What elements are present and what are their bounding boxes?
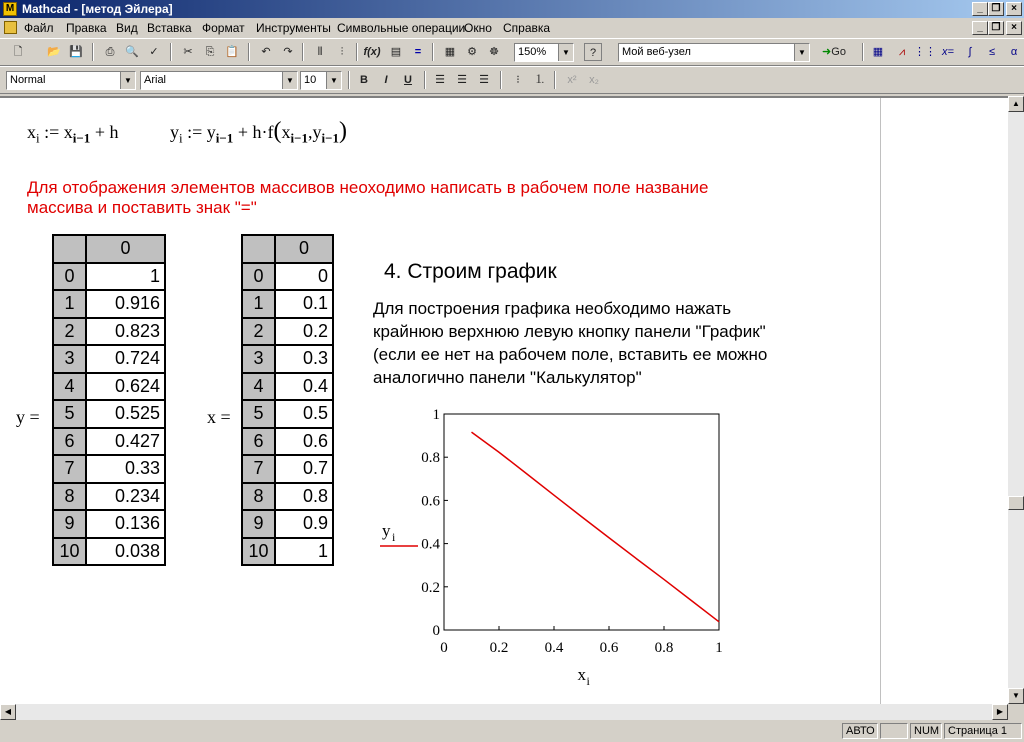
- italic-button[interactable]: I: [384, 74, 388, 86]
- table-row: [53, 373, 165, 401]
- menu-insert[interactable]: Вставка: [147, 21, 192, 35]
- series-line: [472, 432, 720, 622]
- row-index: 7: [53, 455, 86, 483]
- insert-function-icon[interactable]: f(x): [363, 46, 381, 58]
- row-index: 4: [53, 373, 86, 401]
- array-value[interactable]: 0.427: [86, 428, 165, 456]
- zoom-value: 150%: [518, 46, 547, 58]
- table-corner: [242, 235, 275, 263]
- menu-format[interactable]: Формат: [202, 21, 245, 35]
- menu-window[interactable]: Окно: [464, 21, 492, 35]
- array-value[interactable]: 0.4: [275, 373, 333, 401]
- scroll-left-icon[interactable]: ◀: [0, 704, 16, 720]
- table-row: [242, 455, 333, 483]
- restore-button[interactable]: ❐: [988, 2, 1004, 16]
- spell-check-icon[interactable]: ✓: [149, 46, 159, 58]
- y-tick-label: 0.6: [421, 493, 440, 510]
- row-index: 1: [242, 290, 275, 318]
- chevron-down-icon[interactable]: ▼: [558, 44, 573, 61]
- plot-frame: [444, 414, 719, 630]
- scroll-down-icon[interactable]: ▼: [1008, 688, 1024, 704]
- section-text[interactable]: [373, 297, 767, 389]
- row-index: 10: [53, 538, 86, 566]
- row-index: 1: [53, 290, 86, 318]
- table-row: [242, 400, 333, 428]
- close-button[interactable]: ×: [1006, 2, 1022, 16]
- print-icon[interactable]: ⎙: [105, 46, 115, 58]
- table-row: [53, 538, 165, 566]
- menu-help[interactable]: Справка: [503, 21, 551, 35]
- web-location-select[interactable]: [618, 43, 810, 62]
- x-tick-label: 0.8: [654, 640, 674, 656]
- doc-minimize-button[interactable]: _: [972, 21, 988, 35]
- table-row: [242, 373, 333, 401]
- open-icon[interactable]: 📂: [47, 46, 61, 58]
- column-header: 0: [86, 235, 165, 263]
- style-select[interactable]: [6, 71, 136, 90]
- font-size-value: 10: [304, 74, 317, 86]
- subscript-icon[interactable]: x₂: [589, 74, 599, 86]
- column-header: 0: [275, 235, 333, 263]
- row-index: 9: [242, 510, 275, 538]
- chevron-down-icon[interactable]: ▼: [282, 72, 297, 89]
- help-icon[interactable]: ?: [584, 43, 602, 61]
- status-bar: [0, 720, 1024, 742]
- table-row: [242, 428, 333, 456]
- chevron-down-icon[interactable]: ▼: [120, 72, 135, 89]
- zoom-select[interactable]: [514, 43, 574, 62]
- row-index: 9: [53, 510, 86, 538]
- table-row: [242, 510, 333, 538]
- table-row: [242, 290, 333, 318]
- go-button[interactable]: ➜Go: [822, 46, 846, 58]
- table-row: [53, 345, 165, 373]
- y-tick-label: 0: [432, 623, 440, 639]
- style-value: Normal: [10, 74, 46, 86]
- array-value[interactable]: 0.3: [275, 345, 333, 373]
- print-preview-icon[interactable]: 🔍: [125, 46, 139, 58]
- font-size-select[interactable]: [300, 71, 342, 90]
- align-down-icon[interactable]: ⫶: [340, 46, 344, 58]
- array-value[interactable]: 0.8: [275, 483, 333, 511]
- array-value[interactable]: 0.1: [275, 290, 333, 318]
- align-icon[interactable]: ⫴: [317, 46, 323, 58]
- section-text-line: Для построения графика необходимо нажать: [373, 299, 732, 318]
- scroll-right-icon[interactable]: ▶: [992, 704, 1008, 720]
- x-tick-label: 0.2: [489, 640, 509, 656]
- vertical-scrollbar[interactable]: [1008, 96, 1024, 704]
- table-corner: [53, 235, 86, 263]
- numbering-icon[interactable]: ⒈: [534, 74, 546, 86]
- row-index: 5: [242, 400, 275, 428]
- row-index: 0: [53, 263, 86, 291]
- row-index: 2: [242, 318, 275, 346]
- cut-icon[interactable]: ✂: [183, 46, 193, 58]
- table-row: [242, 538, 333, 566]
- row-index: 10: [242, 538, 275, 566]
- web-location-value: Мой веб-узел: [622, 46, 691, 58]
- array-value[interactable]: 0.624: [86, 373, 165, 401]
- instruction-note[interactable]: [27, 178, 708, 218]
- row-index: 0: [242, 263, 275, 291]
- y-axis-label: y: [382, 521, 391, 540]
- minimize-button[interactable]: _: [972, 2, 988, 16]
- menu-edit[interactable]: Правка: [66, 21, 107, 35]
- table-row: [53, 263, 165, 291]
- align-left-icon[interactable]: ☰: [435, 74, 445, 86]
- chevron-down-icon[interactable]: ▼: [326, 72, 341, 89]
- row-index: 6: [242, 428, 275, 456]
- superscript-icon[interactable]: x²: [567, 74, 577, 86]
- row-index: 3: [53, 345, 86, 373]
- horizontal-scrollbar[interactable]: [0, 704, 1008, 720]
- array-value[interactable]: 0.7: [275, 455, 333, 483]
- undo-icon[interactable]: ↶: [261, 46, 271, 58]
- row-index: 6: [53, 428, 86, 456]
- menu-view[interactable]: Вид: [116, 21, 138, 35]
- x-array-label: x =: [207, 407, 231, 427]
- calculate-icon[interactable]: =: [414, 46, 422, 58]
- underline-button[interactable]: U: [404, 74, 412, 86]
- table-row: [242, 318, 333, 346]
- mathcad-app-icon[interactable]: M: [3, 2, 17, 16]
- save-icon[interactable]: 💾: [69, 46, 83, 58]
- table-row: [53, 510, 165, 538]
- paste-icon[interactable]: 📋: [225, 46, 239, 58]
- x-tick-label: 0.6: [599, 640, 619, 656]
- table-row: [53, 290, 165, 318]
- table-row: [53, 318, 165, 346]
- section-text-line: аналогично панели "Калькулятор": [373, 368, 642, 387]
- array-value[interactable]: 0.916: [86, 290, 165, 318]
- row-index: 2: [53, 318, 86, 346]
- scroll-up-icon[interactable]: ▲: [1008, 96, 1024, 112]
- table-row: [53, 483, 165, 511]
- menu-file[interactable]: Файл: [24, 21, 54, 35]
- note-line-1: Для отображения элементов массивов неоходимо написать в рабочем поле название: [27, 178, 709, 197]
- array-value[interactable]: 0: [275, 263, 333, 291]
- array-value[interactable]: 0.823: [86, 318, 165, 346]
- array-value[interactable]: 0.9: [275, 510, 333, 538]
- euler-plot[interactable]: [370, 408, 760, 698]
- section-heading[interactable]: 4. Строим график: [384, 260, 557, 283]
- right-margin-line: [880, 98, 881, 704]
- worksheet[interactable]: [0, 96, 1008, 704]
- y-tick-label: 1: [432, 408, 440, 423]
- status-page: Страница 1: [944, 723, 1022, 739]
- table-row: [53, 428, 165, 456]
- array-value[interactable]: 0.2: [275, 318, 333, 346]
- copy-icon[interactable]: ⎘: [205, 46, 215, 58]
- status-mode: АВТО: [842, 723, 878, 739]
- row-index: 8: [242, 483, 275, 511]
- y-tick-label: 0.4: [421, 536, 440, 553]
- x-tick-label: 0: [440, 640, 448, 656]
- array-value[interactable]: 0.136: [86, 510, 165, 538]
- array-value[interactable]: 0.5: [275, 400, 333, 428]
- array-value[interactable]: 0.038: [86, 538, 165, 566]
- array-value[interactable]: 0.33: [86, 455, 165, 483]
- array-value[interactable]: 0.6: [275, 428, 333, 456]
- scroll-thumb[interactable]: [1008, 496, 1024, 510]
- y-array-label: y =: [16, 407, 40, 427]
- row-index: 5: [53, 400, 86, 428]
- row-index: 7: [242, 455, 275, 483]
- table-row: [242, 263, 333, 291]
- component-icon[interactable]: ▦: [444, 46, 456, 58]
- bullets-icon[interactable]: ⁝: [516, 74, 520, 86]
- formula-y-update[interactable]: $y_i$ := $y_{i-1} + h\cdot f(x_{i-1},y_{i-1})$: [170, 118, 348, 146]
- chevron-down-icon[interactable]: ▼: [794, 44, 809, 61]
- note-line-2: массива и поставить знак "=": [27, 198, 257, 217]
- graph-palette-icon[interactable]: ⩘: [898, 46, 906, 58]
- calculus-palette-icon[interactable]: ∫: [968, 46, 972, 58]
- title-bar: [0, 0, 1024, 18]
- section-text-line: (если ее нет на рабочем поле, вставить ее можно: [373, 345, 768, 364]
- row-index: 3: [242, 345, 275, 373]
- table-row: [53, 455, 165, 483]
- array-value[interactable]: 1: [275, 538, 333, 566]
- status-num: NUM: [910, 723, 942, 739]
- matrix-palette-icon[interactable]: ⋮⋮: [914, 46, 936, 58]
- font-value: Arial: [144, 74, 167, 86]
- align-right-icon[interactable]: ☰: [479, 74, 489, 86]
- window-title: Mathcad - [метод Эйлера]: [22, 2, 173, 16]
- row-index: 4: [242, 373, 275, 401]
- resources-icon[interactable]: ⚙: [467, 46, 477, 58]
- array-value[interactable]: 0.724: [86, 345, 165, 373]
- insert-unit-icon[interactable]: ▤: [390, 46, 402, 58]
- x-axis-label: x: [577, 665, 586, 684]
- bold-button[interactable]: B: [360, 74, 368, 86]
- y-axis-label-subscript: i: [392, 530, 396, 544]
- doc-restore-button[interactable]: ❐: [988, 21, 1004, 35]
- standard-toolbar: [0, 38, 1024, 66]
- table-row: [242, 483, 333, 511]
- menu-tools[interactable]: Инструменты: [256, 21, 331, 35]
- new-icon[interactable]: 🗋: [13, 46, 23, 58]
- evaluation-palette-icon[interactable]: x=: [942, 46, 954, 58]
- section-text-line: крайнюю верхнюю левую кнопку панели "График": [373, 322, 766, 341]
- document-icon[interactable]: [4, 21, 17, 34]
- x-tick-label: 0.4: [544, 640, 564, 656]
- programming-palette-icon[interactable]: α: [1010, 46, 1018, 58]
- y-array-table[interactable]: [52, 234, 166, 566]
- menu-symbolics[interactable]: Символьные операции: [337, 21, 466, 35]
- doc-close-button[interactable]: ×: [1006, 21, 1022, 35]
- font-select[interactable]: [140, 71, 298, 90]
- boolean-palette-icon[interactable]: ≤: [988, 46, 996, 58]
- array-value[interactable]: 0.525: [86, 400, 165, 428]
- align-center-icon[interactable]: ☰: [457, 74, 467, 86]
- array-value[interactable]: 1: [86, 263, 165, 291]
- collaboratory-icon[interactable]: ☸: [489, 46, 499, 58]
- row-index: 8: [53, 483, 86, 511]
- calculator-palette-icon[interactable]: ▦: [872, 46, 884, 58]
- formula-x-update[interactable]: $x_i$ := $x_{i-1} + h$: [27, 122, 119, 146]
- table-row: [53, 400, 165, 428]
- x-array-table[interactable]: [241, 234, 334, 566]
- redo-icon[interactable]: ↷: [283, 46, 293, 58]
- y-tick-label: 0.2: [421, 579, 440, 596]
- menu-bar: [0, 18, 1024, 38]
- array-value[interactable]: 0.234: [86, 483, 165, 511]
- formatting-toolbar: [0, 66, 1024, 94]
- x-axis-label-subscript: i: [586, 674, 590, 688]
- table-row: [242, 345, 333, 373]
- x-tick-label: 1: [715, 640, 723, 656]
- status-empty: [880, 723, 908, 739]
- y-tick-label: 0.8: [421, 450, 440, 467]
